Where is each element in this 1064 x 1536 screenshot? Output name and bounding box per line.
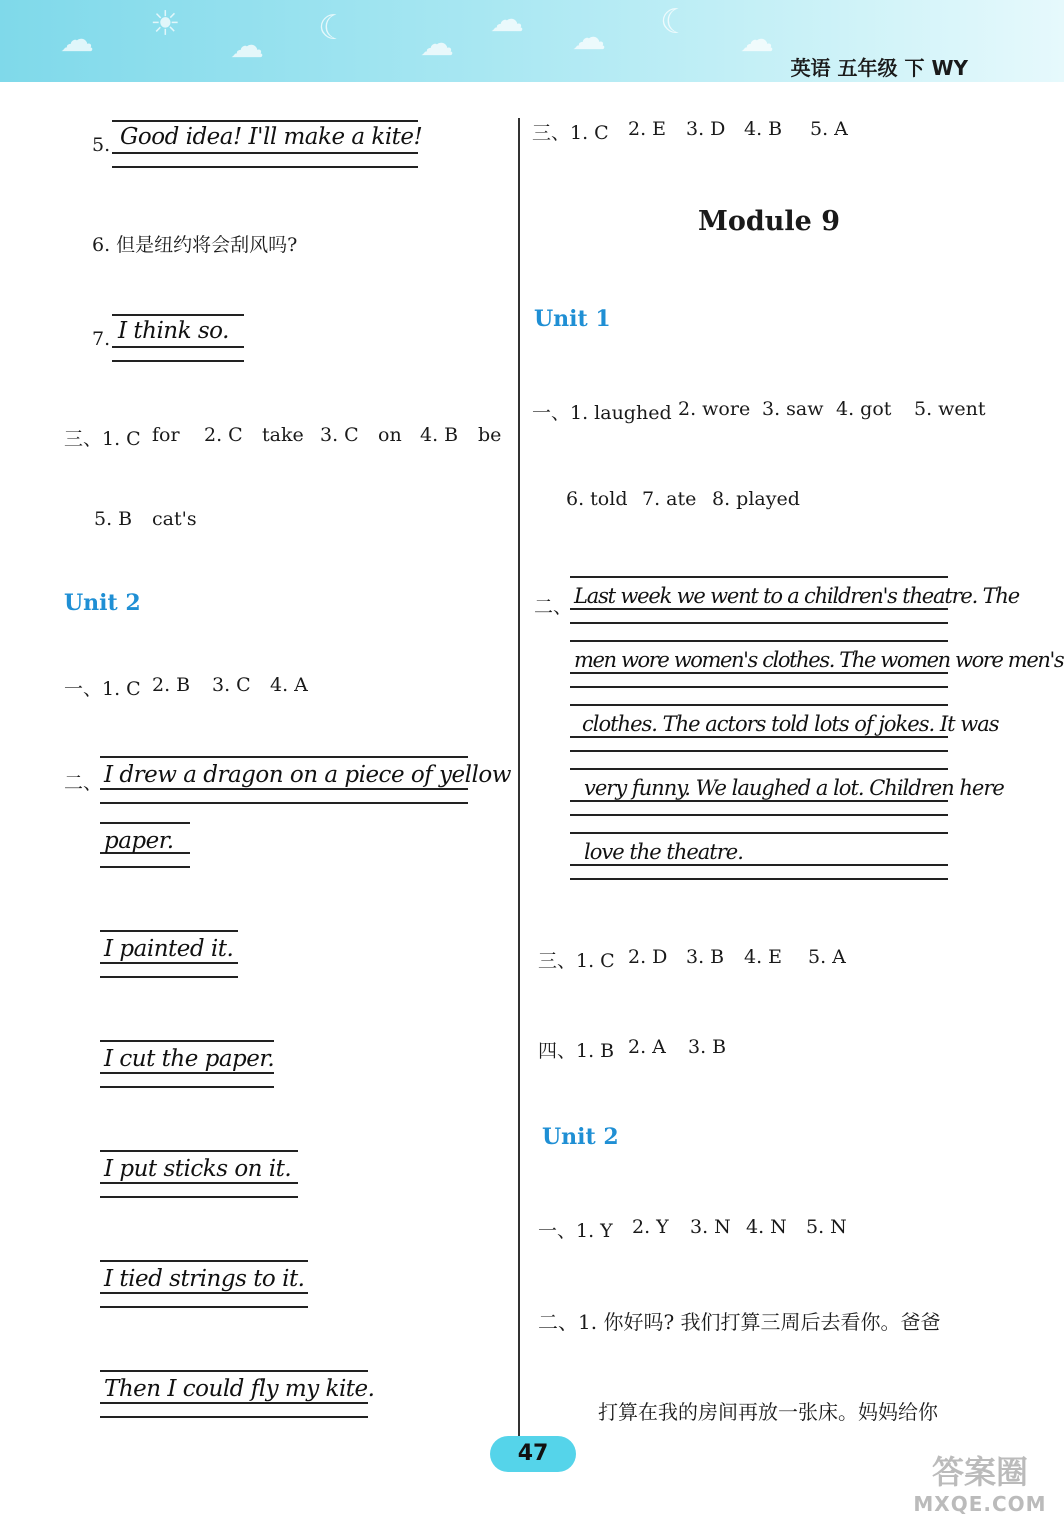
answer: 6. told [566, 488, 628, 510]
section-label: 二、 [534, 596, 573, 618]
writing-rule [100, 1306, 308, 1308]
writing-rule [570, 622, 948, 624]
moon-icon: ☾ [318, 8, 349, 48]
handwriting-answer: paper. [104, 828, 174, 854]
writing-rule [570, 768, 948, 770]
cloud-icon: ☁ [230, 26, 264, 66]
translation-line: 二、1. 你好吗? 我们打算三周后去看你。爸爸 [538, 1310, 941, 1334]
handwriting-answer: I put sticks on it. [104, 1156, 292, 1182]
writing-rule [100, 1370, 368, 1372]
handwriting-answer: Last week we went to a children's theatre. The [574, 584, 1019, 608]
writing-rule [100, 802, 468, 804]
header-banner [0, 0, 1064, 82]
answer: 3. N [690, 1216, 731, 1238]
writing-rule [100, 1182, 298, 1184]
answer: take [262, 424, 304, 446]
sun-icon: ☀ [150, 4, 181, 44]
answer: 3. C [212, 674, 251, 696]
answer: 8. played [712, 488, 800, 510]
answer: 3. D [686, 118, 726, 140]
writing-rule [100, 962, 238, 964]
answer: 3. B [686, 946, 725, 968]
answer: 一、1. laughed [532, 402, 672, 424]
answer: 三、1. C [538, 950, 615, 972]
writing-rule [570, 878, 948, 880]
answer: 3. C [320, 424, 359, 446]
writing-rule [100, 976, 238, 978]
answer: 7. ate [642, 488, 697, 510]
answer: 4. E [744, 946, 783, 968]
handwriting-answer: very funny. We laughed a lot. Children here [584, 776, 1004, 800]
answer: 2. Y [632, 1216, 669, 1238]
writing-rule [570, 864, 948, 866]
answer: 一、1. C [64, 678, 141, 700]
answer: 5. B [94, 508, 133, 530]
handwriting-answer: I tied strings to it. [104, 1266, 305, 1292]
answer: 四、1. B [538, 1040, 615, 1062]
handwriting-answer: I drew a dragon on a piece of yellow [104, 762, 511, 788]
writing-rule [100, 1196, 298, 1198]
answer: 2. A [628, 1036, 666, 1058]
item-number: 5. [92, 134, 111, 156]
watermark-title: 答案圈 [931, 1453, 1028, 1491]
writing-rule [570, 576, 948, 578]
writing-rule [570, 640, 948, 642]
writing-rule [570, 832, 948, 834]
module-heading: Module 9 [698, 206, 841, 237]
answer: on [378, 424, 402, 446]
writing-rule [570, 686, 948, 688]
writing-rule [112, 120, 418, 122]
writing-rule [570, 750, 948, 752]
answer: 2. wore [678, 398, 751, 420]
handwriting-answer: Good idea! I'll make a kite! [120, 124, 423, 150]
handwriting-answer: I think so. [118, 318, 229, 344]
answer: 5. went [914, 398, 986, 420]
unit-heading: Unit 1 [534, 306, 611, 332]
writing-rule [100, 866, 190, 868]
moon-icon: ☾ [660, 2, 691, 42]
writing-rule [570, 608, 948, 610]
subject-label: 英语 五年级 下 WY [790, 56, 968, 80]
answer: 5. A [810, 118, 848, 140]
writing-rule [100, 1086, 274, 1088]
writing-rule [100, 930, 238, 932]
writing-rule [100, 1072, 274, 1074]
writing-rule [100, 1416, 368, 1418]
answer: 三、1. C [532, 122, 609, 144]
writing-rule [100, 822, 190, 824]
answer: 三、1. C [64, 428, 141, 450]
writing-rule [100, 1040, 274, 1042]
watermark [900, 1452, 1060, 1532]
answer: 3. B [688, 1036, 727, 1058]
handwriting-answer: I cut the paper. [104, 1046, 275, 1072]
writing-rule [112, 152, 418, 154]
writing-rule [100, 1150, 298, 1152]
handwriting-answer: Then I could fly my kite. [104, 1376, 375, 1402]
answer: 4. B [744, 118, 783, 140]
answer: 2. B [152, 674, 191, 696]
handwriting-answer: love the theatre. [584, 840, 743, 864]
answer: 一、1. Y [538, 1220, 613, 1242]
answer: cat's [152, 508, 197, 530]
page-number: 47 [490, 1436, 576, 1472]
section-label: 二、 [64, 772, 103, 794]
item-6: 6. 但是纽约将会刮风吗? [92, 234, 298, 256]
answer: 5. A [808, 946, 846, 968]
answer: 4. got [836, 398, 892, 420]
writing-rule [100, 788, 468, 790]
cloud-icon: ☁ [420, 24, 454, 64]
writing-rule [570, 800, 948, 802]
writing-rule [100, 756, 468, 758]
handwriting-answer: clothes. The actors told lots of jokes. It was [582, 712, 999, 736]
answer: 2. C [204, 424, 243, 446]
answer: 4. N [746, 1216, 787, 1238]
answer: 4. A [270, 674, 308, 696]
column-divider [518, 118, 520, 1436]
cloud-icon: ☁ [572, 18, 606, 58]
cloud-icon: ☁ [490, 0, 524, 40]
answer: 5. N [806, 1216, 847, 1238]
answer: 2. D [628, 946, 668, 968]
answer: for [152, 424, 180, 446]
answer: 2. E [628, 118, 667, 140]
unit-heading: Unit 2 [542, 1124, 619, 1150]
writing-rule [570, 704, 948, 706]
writing-rule [100, 1402, 368, 1404]
handwriting-answer: men wore women's clothes. The women wore men's [574, 648, 1064, 672]
writing-rule [100, 1292, 308, 1294]
writing-rule [570, 672, 948, 674]
writing-rule [112, 166, 418, 168]
writing-rule [100, 1260, 308, 1262]
writing-rule [570, 814, 948, 816]
writing-rule [570, 736, 948, 738]
unit-heading: Unit 2 [64, 590, 141, 616]
answer: 3. saw [762, 398, 824, 420]
handwriting-answer: I painted it. [104, 936, 234, 962]
item-number: 7. [92, 328, 111, 350]
cloud-icon: ☁ [740, 20, 774, 60]
translation-line: 打算在我的房间再放一张床。妈妈给你 [598, 1400, 938, 1424]
answer: 4. B [420, 424, 459, 446]
answer: be [478, 424, 502, 446]
cloud-icon: ☁ [60, 20, 94, 60]
watermark-url: MXQE.COM [913, 1492, 1047, 1516]
writing-rule [112, 314, 244, 316]
writing-rule [112, 360, 244, 362]
writing-rule [112, 346, 244, 348]
